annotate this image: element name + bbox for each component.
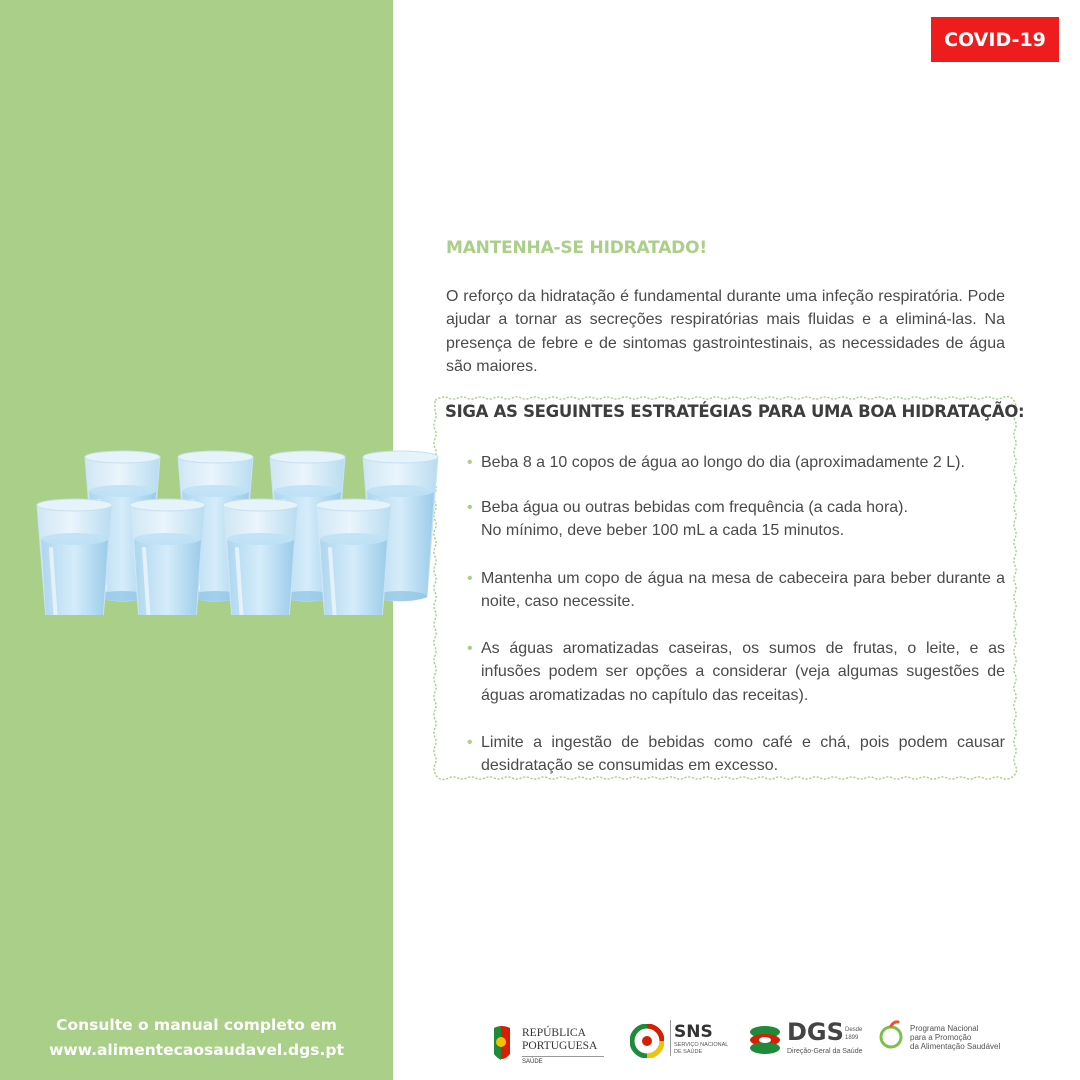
strategies-heading: SIGA AS SEGUINTES ESTRATÉGIAS PARA UMA BOA HIDRATAÇÃO: (445, 402, 1025, 421)
tip-item-4 (467, 637, 1005, 707)
apple-icon (878, 1020, 904, 1050)
tip-item-5 (467, 731, 1005, 778)
tip-item-3 (467, 567, 1005, 614)
dgs-sub: Direção-Geral da Saúde (787, 1048, 863, 1055)
flag-emblem-icon (488, 1024, 518, 1066)
sns-emblem-icon (630, 1024, 664, 1058)
divider (670, 1020, 671, 1056)
pnpas-line-2: para a Promoção (910, 1033, 972, 1042)
sns-sub-1: SERVIÇO NACIONAL (674, 1042, 729, 1048)
tip-item-1 (467, 451, 1005, 474)
republica-line-3: SAÚDE (522, 1059, 543, 1065)
dgs-emblem-icon (749, 1024, 781, 1056)
footer-line-1: Consulte o manual completo em (56, 1016, 337, 1034)
page-title: MANTENHA-SE HIDRATADO! (446, 238, 707, 258)
republica-line-1: REPÚBLICA (522, 1027, 586, 1039)
sns-name: SNS (674, 1022, 713, 1042)
partner-logos (488, 1018, 1018, 1068)
dgs-since-year: 1899 (845, 1035, 859, 1041)
water-glasses-icon (30, 445, 450, 615)
footer-url[interactable]: www.alimentecaosaudavel.dgs.pt (49, 1041, 344, 1059)
pnpas-line-3: da Alimentação Saudável (910, 1042, 1001, 1051)
tip-item-2 (467, 496, 1005, 543)
footer-note (0, 1013, 393, 1063)
republica-line-2: PORTUGUESA (522, 1040, 598, 1052)
bullet-icon: • (467, 570, 473, 587)
dgs-name: DGS (787, 1018, 844, 1046)
tip-text: Mantenha um copo de água na mesa de cabeceira para beber durante a noite, caso necessite. (481, 570, 1005, 611)
sns-sub-2: DE SAÚDE (674, 1049, 703, 1055)
tip-text: Limite a ingestão de bebidas como café e chá, pois podem causar desidratação se consumidas em excesso. (481, 734, 1005, 775)
tip-text: Beba 8 a 10 copos de água ao longo do dia (aproximadamente 2 L). (481, 454, 965, 471)
dgs-since-label: Desde (845, 1027, 863, 1033)
tip-text: No mínimo, deve beber 100 mL a cada 15 minutos. (481, 522, 845, 540)
bullet-icon: • (467, 454, 473, 471)
intro-paragraph: O reforço da hidratação é fundamental durante uma infeção respiratória. Pode ajudar a tornar as secreções respiratórias mais fluidas e a eliminá-las. Na presença de febre e de sintomas gastrointestinais, as necessidades de água são maiores. (446, 288, 1005, 375)
tip-text: As águas aromatizadas caseiras, os sumos de frutas, o leite, e as infusões podem ser opções a considerar (veja algumas sugestões de águas aromatizadas no capítulo das receitas). (481, 640, 1005, 704)
tip-text: Beba água ou outras bebidas com frequência (a cada hora). (481, 499, 908, 516)
divider (522, 1056, 604, 1057)
bullet-icon: • (467, 499, 473, 516)
pnpas-line-1: Programa Nacional (910, 1024, 979, 1033)
covid-badge: COVID-19 (931, 17, 1059, 62)
bullet-icon: • (467, 640, 473, 657)
bullet-icon: • (467, 734, 473, 751)
